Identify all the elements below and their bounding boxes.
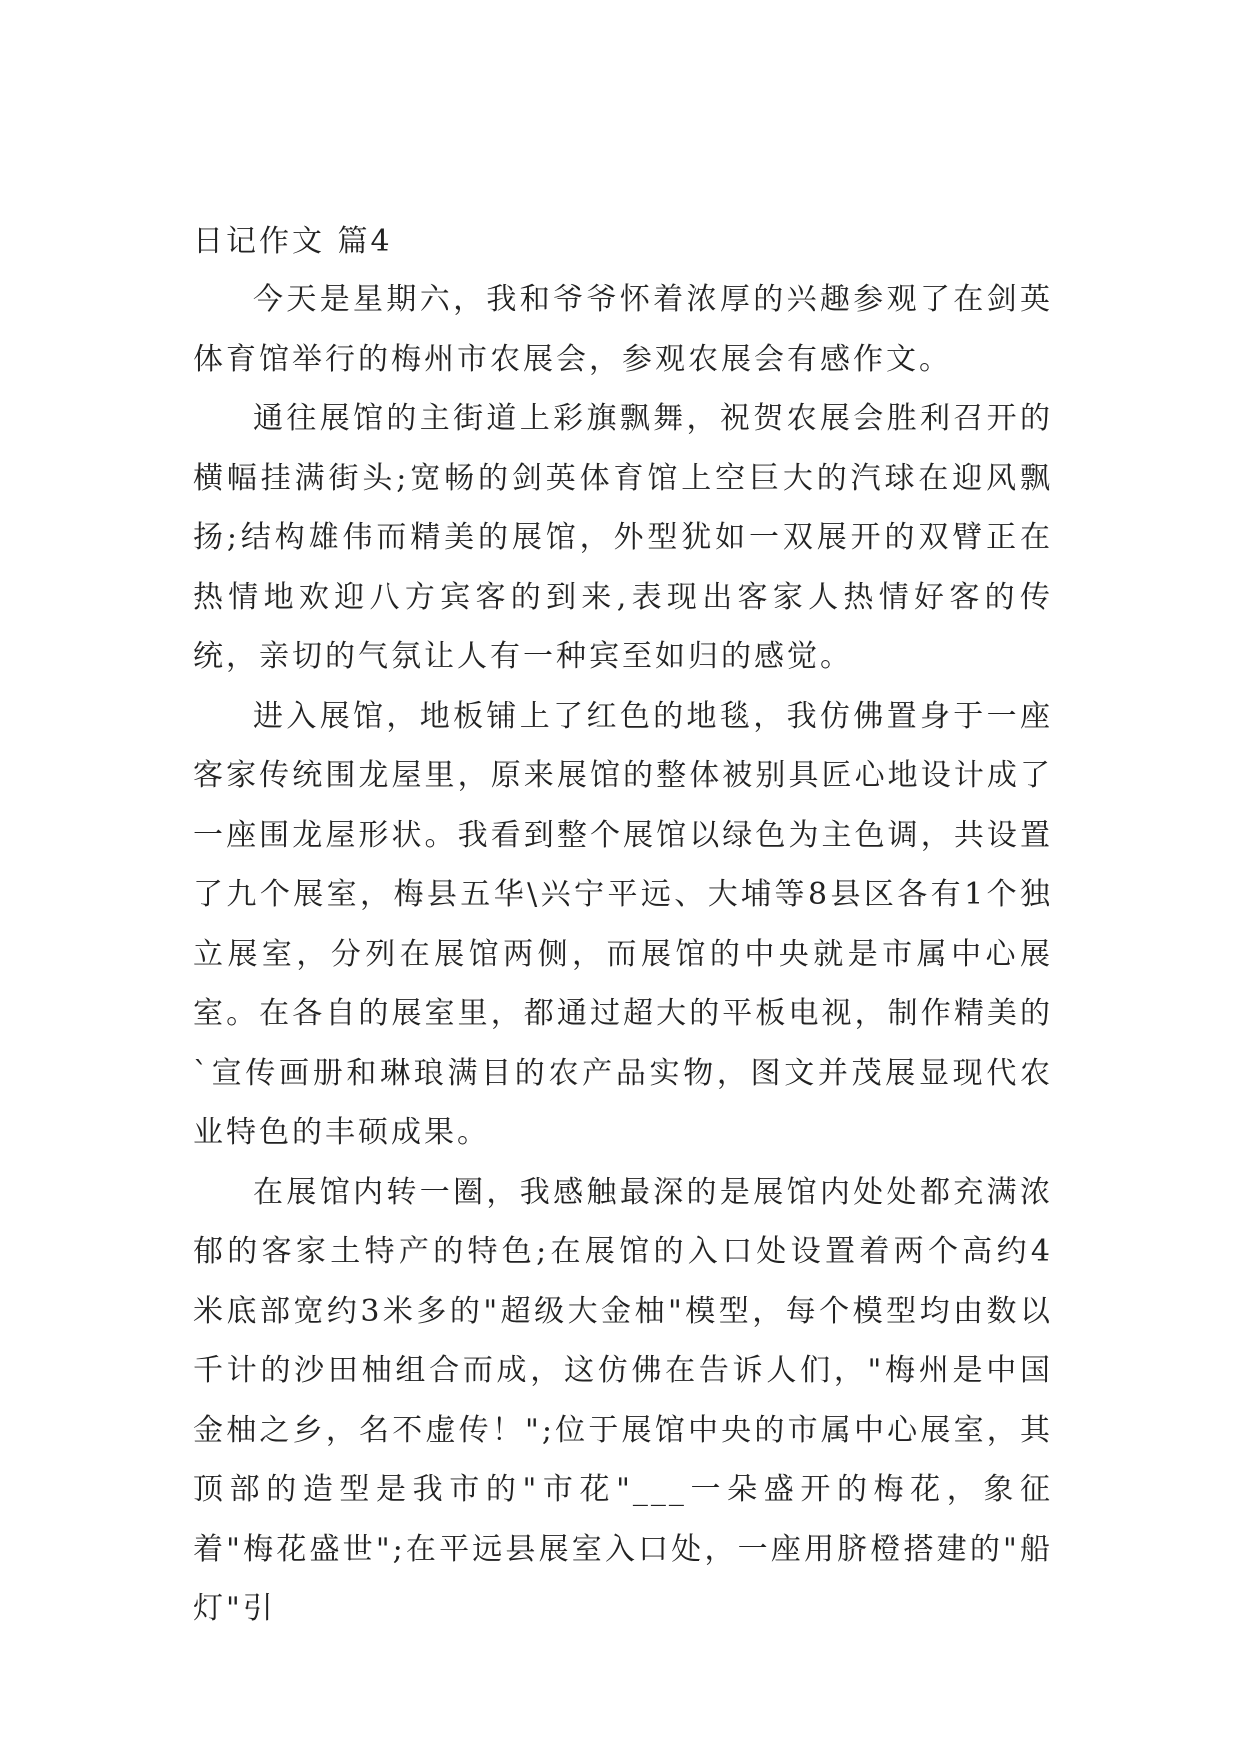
document-body	[193, 222, 1053, 1639]
paragraph-2: 通往展馆的主街道上彩旗飘舞，祝贺农展会胜利召开的横幅挂满街头;宽畅的剑英体育馆上空巨大的汽球在迎风飘扬;结构雄伟而精美的展馆，外型犹如一双展开的双臂正在热情地欢迎八方宾客的到来,表现出客家人热情好客的传统，亲切的气氛让人有一种宾至如归的感觉。	[193, 401, 1053, 674]
paragraph-1: 今天是星期六，我和爷爷怀着浓厚的兴趣参观了在剑英体育馆举行的梅州市农展会，参观农展会有感作文。	[193, 282, 1053, 377]
paragraph-3: 进入展馆，地板铺上了红色的地毯，我仿佛置身于一座客家传统围龙屋里，原来展馆的整体被别具匠心地设计成了一座围龙屋形状。我看到整个展馆以绿色为主色调，共设置了九个展室，梅县五华\兴宁平远、大埔等8县区各有1个独立展室，分列在展馆两侧，而展馆的中央就是市属中心展室。在各自的展室里，都通过超大的平板电视，制作精美的`宣传画册和琳琅满目的农产品实物，图文并茂展显现代农业特色的丰硕成果。	[193, 698, 1053, 1150]
document-heading: 日记作文 篇4	[193, 224, 393, 259]
paragraph-4: 在展馆内转一圈，我感触最深的是展馆内处处都充满浓郁的客家土特产的特色;在展馆的入口处设置着两个高约4米底部宽约3米多的"超级大金柚"模型，每个模型均由数以千计的沙田柚组合而成，这仿佛在告诉人们，"梅州是中国金柚之乡，名不虚传！";位于展馆中央的市属中心展室，其顶部的造型是我市的"市花"___一朵盛开的梅花，象征着"梅花盛世";在平远县展室入口处，一座用脐橙搭建的"船灯"引	[193, 1174, 1053, 1626]
